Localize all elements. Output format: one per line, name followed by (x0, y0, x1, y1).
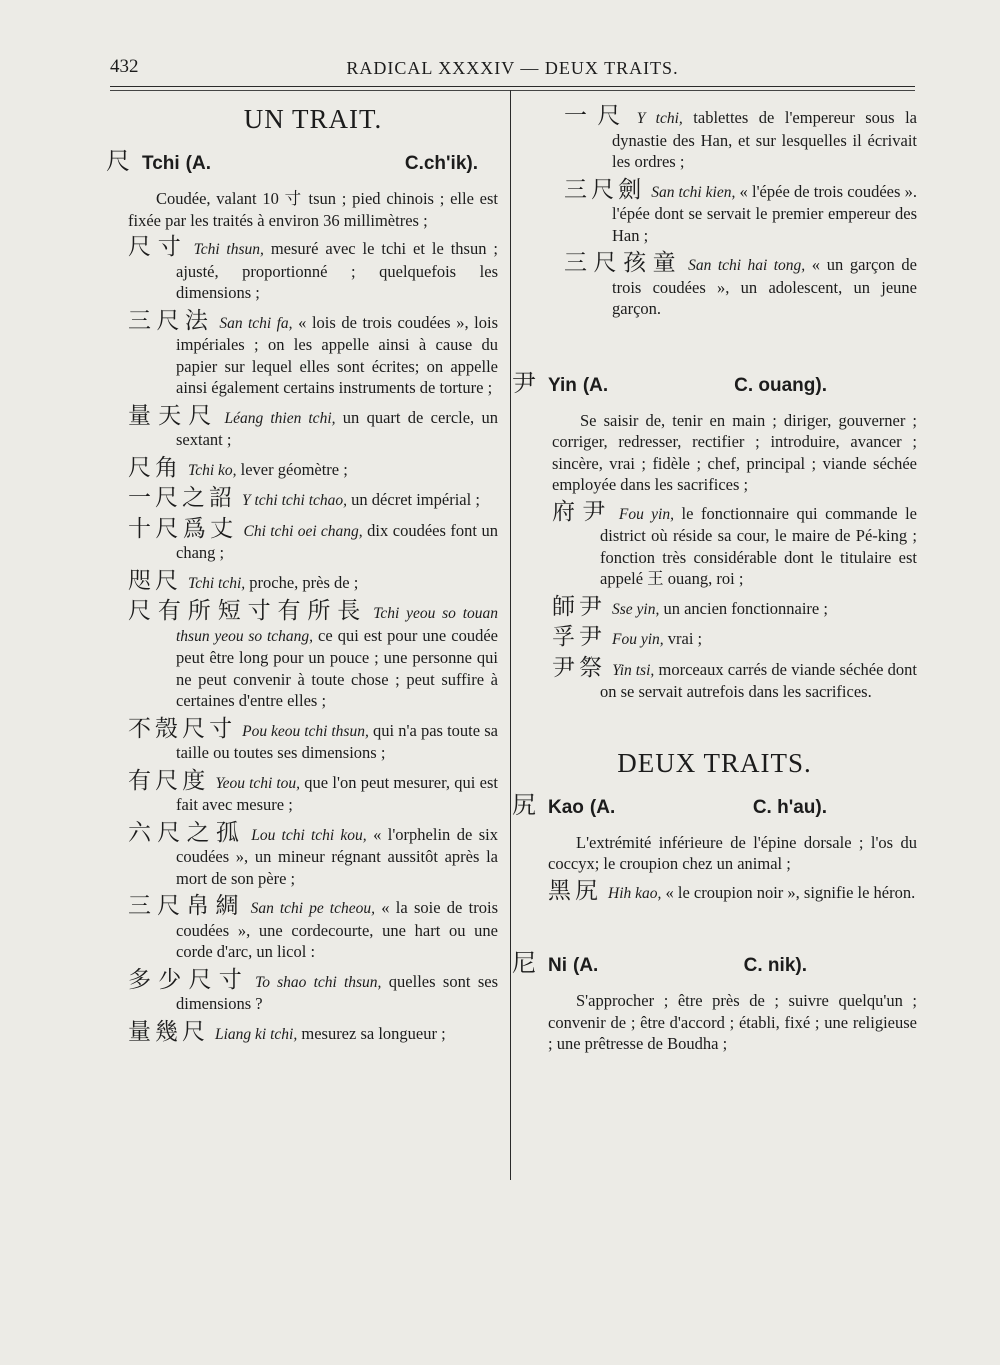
dictionary-entry (128, 767, 499, 816)
dictionary-entry (564, 176, 917, 247)
entry-definition: qui n'a pas toute sa taille ou toutes ses dimensions ; (176, 720, 498, 762)
left-column (106, 92, 499, 1052)
entry-romanization: Tchi tchi, (188, 574, 246, 592)
radical-name: Kao (548, 796, 584, 818)
annamite-reading: (A. (573, 955, 599, 976)
entry-romanization: Tchi yeou so touan thsun yeou so tchang, (176, 605, 499, 645)
entry-definition: proche, près de ; (245, 572, 359, 592)
radical-heading-kao (512, 785, 917, 820)
dictionary-entry (128, 715, 498, 764)
dictionary-entry (128, 402, 498, 451)
dictionary-entry (552, 624, 917, 651)
dictionary-entry (552, 498, 918, 590)
entry-characters: 一尺 (564, 103, 631, 129)
entry-definition: « l'orphelin de six coudées », un mineur régnant aussitôt après la mort de son père ; (176, 824, 498, 888)
radical-character: 尺 (106, 147, 130, 175)
entry-characters: 十尺爲丈 (128, 515, 238, 542)
entry-characters: 尺寸 (128, 234, 188, 260)
dictionary-entry (552, 654, 918, 703)
entry-characters: 有尺度 (128, 767, 210, 794)
entry-definition: « l'épée de trois coudées ». l'épée dont se servait le premier empereur des Han ; (612, 181, 917, 245)
radical-name: Tchi (142, 153, 180, 174)
entry-characters: 孚尹 (552, 624, 606, 650)
entry-romanization: San tchi pe tcheou, (250, 900, 375, 917)
entry-romanization: Pou keou tchi thsun, (242, 722, 369, 740)
entry-definition: « lois de trois coudées », lois impériales ; on les appelle ainsi à cause du papier sur lequel elles sont écrites; on appelle ainsi également certains instruments de torture ; (176, 312, 498, 397)
entry-romanization: Tchi thsun, (193, 241, 264, 258)
entry-definition: « la soie de trois coudées », une cordecourte, une hart ou une corde d'arc, un licol : (176, 898, 498, 961)
radical-name: Yin (548, 374, 577, 396)
entry-characters: 一尺之詔 (128, 485, 236, 511)
cantonese-reading: C. h'au). (752, 796, 827, 818)
dictionary-entry (128, 893, 498, 963)
entry-romanization: Sse yin, (612, 600, 660, 618)
entry-characters: 尹祭 (552, 654, 607, 681)
entry-characters: 量幾尺 (128, 1018, 209, 1045)
entry-characters: 咫尺 (128, 567, 182, 594)
dictionary-entry (552, 593, 917, 621)
radical-definition: Se saisir de, tenir en main ; diriger, gouverner ; corriger, redresser, rectifier ; introduire, avancer ; sincère, vrai ; fidèle ; chef, principal ; viande séchée employée dans les sacrifices ; (552, 410, 917, 494)
entry-definition: mesurez sa longueur ; (297, 1023, 446, 1043)
entry-characters: 量天尺 (128, 402, 219, 429)
radical-definition: L'extrémité inférieure de l'épine dorsale ; l'os du coccyx; le croupion chez un animal ; (548, 832, 917, 873)
entry-definition: que l'on peut mesurer, qui est fait avec mesure ; (176, 772, 499, 814)
cantonese-reading: C. ouang). (734, 374, 827, 396)
radical-character: 尼 (512, 949, 536, 977)
cantonese-reading: C. nik). (743, 955, 807, 976)
right-column (512, 92, 917, 1061)
dictionary-entry (128, 567, 498, 595)
cantonese-reading: C.ch'ik). (404, 153, 478, 174)
dictionary-entry (548, 877, 917, 905)
entry-characters: 多少尺寸 (128, 966, 250, 993)
entry-characters: 師尹 (552, 593, 606, 620)
entry-definition: un ancien fonctionnaire ; (659, 598, 828, 618)
dictionary-entry (128, 598, 499, 712)
annamite-reading: (A. (589, 796, 616, 818)
annamite-reading: (A. (185, 153, 211, 174)
header-rule (110, 90, 915, 91)
entry-definition: « le croupion noir », signifie le héron. (661, 882, 916, 902)
dictionary-entry (564, 250, 918, 320)
entry-characters: 黑尻 (548, 877, 602, 904)
section-title-deux-traits: DEUX TRAITS. (617, 747, 812, 778)
dictionary-entry (128, 1018, 498, 1046)
dictionary-entry (128, 454, 498, 482)
entry-list (548, 877, 917, 905)
entry-list (552, 498, 918, 703)
entry-characters: 三尺劍 (564, 176, 646, 203)
entry-romanization: San tchi kien, (651, 183, 736, 201)
radical-character: 尹 (512, 368, 536, 397)
entry-characters: 府尹 (552, 498, 613, 525)
entry-romanization: Hih kao, (608, 884, 662, 902)
entry-characters: 三尺孩童 (564, 250, 683, 276)
radical-definition: Coudée, valant 10 寸 tsun ; pied chinois ; elle est fixée par les traités à environ 36 millimètres ; (128, 189, 498, 230)
entry-list (128, 234, 499, 1045)
entry-romanization: Fou yin, (612, 631, 664, 648)
entry-definition: tablettes de l'empereur sous la dynastie des Han, et sur lesquelles il écrivait les ordres ; (612, 108, 917, 171)
dictionary-entry (128, 515, 499, 564)
entry-romanization: San tchi fa, (219, 314, 293, 332)
entry-romanization: Y tchi tchi tchao, (242, 492, 348, 509)
entry-romanization: Liang ki tchi, (215, 1025, 298, 1043)
entry-definition: quelles sont ses dimensions ? (176, 971, 498, 1013)
entry-characters: 尺有所短寸有所長 (128, 598, 368, 624)
entry-definition: ce qui est pour une coudée peut être long pour un pouce ; une personne qui ne peut convenir à toute chose ; peut suffire à certaines d'entre elles ; (176, 625, 498, 710)
entry-definition: morceaux carrés de viande séchée dont on se servait autrefois dans les sacrifices. (600, 659, 918, 701)
page-number: 432 (110, 56, 139, 77)
entry-definition: un décret impérial ; (347, 490, 480, 509)
entry-characters: 尺角 (128, 454, 182, 481)
entry-romanization: Y tchi, (636, 110, 683, 127)
entry-definition: mesuré avec le tchi et le thsun ; ajusté, proportionné ; quelquefois les dimensions ; (176, 239, 498, 302)
column-divider (510, 90, 511, 1180)
entry-romanization: Léang thien tchi, (224, 409, 336, 427)
entry-characters: 三尺法 (128, 307, 214, 334)
running-title: RADICAL XXXXIV — DEUX TRAITS. (346, 58, 679, 78)
entry-romanization: Tchi ko, (188, 461, 237, 479)
entry-romanization: Chi tchi oei chang, (243, 522, 363, 540)
entry-definition: le fonctionnaire qui commande le district où réside sa cour, le maire de Pé-king ; fonction très considérable dont le titulaire est appelé 王 ouang, roi ; (600, 503, 918, 588)
radical-heading-ni (512, 943, 917, 978)
entry-romanization: Lou tchi tchi kou, (251, 826, 367, 844)
entry-definition: vrai ; (663, 629, 703, 648)
radical-heading-yin (512, 363, 917, 398)
entry-characters: 不殼尺寸 (128, 715, 237, 742)
dictionary-entry (128, 819, 498, 890)
entry-definition: « un garçon de trois coudées », un adolescent, un jeune garçon. (612, 255, 918, 318)
entry-romanization: Yin tsi, (612, 661, 655, 679)
radical-definition: S'approcher ; être près de ; suivre quelqu'un ; convenir de ; être d'accord ; établi, fixé ; une religieuse ; une prêtresse de Boudha ; (548, 991, 917, 1053)
radical-name: Ni (548, 955, 567, 976)
dictionary-entry (564, 103, 917, 173)
entry-characters: 六尺之孤 (128, 819, 246, 846)
radical-character: 尻 (512, 790, 536, 819)
entry-romanization: San tchi hai tong, (688, 257, 806, 274)
entry-romanization: To shao tchi thsun, (255, 973, 382, 991)
entry-characters: 三尺帛綢 (128, 893, 245, 919)
entry-romanization: Yeou tchi tou, (215, 774, 301, 792)
dictionary-entry (128, 966, 498, 1015)
entry-romanization: Fou yin, (618, 505, 674, 523)
entry-definition: lever géomètre ; (236, 459, 348, 479)
entry-list (512, 103, 918, 320)
dictionary-entry (128, 234, 498, 304)
annamite-reading: (A. (582, 374, 609, 396)
section-title-un-trait: UN TRAIT. (243, 104, 383, 134)
entry-definition: un quart de cercle, un sextant ; (176, 407, 498, 449)
running-header (110, 50, 915, 87)
dictionary-entry (128, 485, 498, 512)
entry-definition: dix coudées font un chang ; (176, 520, 499, 562)
radical-heading-tchi (106, 141, 498, 176)
dictionary-entry (128, 307, 498, 399)
